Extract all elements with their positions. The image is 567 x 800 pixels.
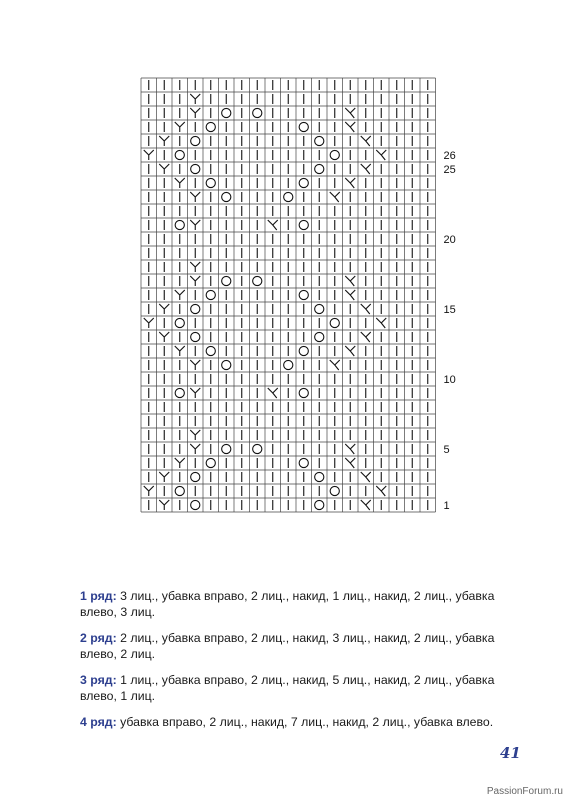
decrease-right-symbol	[159, 332, 169, 342]
row-label: 2 ряд:	[80, 631, 117, 645]
yarn-over-symbol	[175, 220, 184, 229]
decrease-right-symbol	[175, 122, 185, 132]
row-text: 1 лиц., убавка вправо, 2 лиц., накид, 5 лиц., накид, 2 лиц., убавка влево, 1 лиц.	[80, 673, 495, 703]
yarn-over-symbol	[253, 276, 262, 285]
row-number-label: 26	[443, 150, 456, 162]
decrease-right-symbol	[159, 304, 169, 314]
yarn-over-symbol	[206, 122, 215, 131]
instruction-row-4	[80, 714, 500, 730]
decrease-left-symbol	[330, 192, 340, 202]
decrease-left-symbol	[376, 318, 386, 328]
yarn-over-symbol	[222, 192, 231, 201]
yarn-over-symbol	[299, 178, 308, 187]
decrease-left-symbol	[345, 458, 355, 468]
decrease-right-symbol	[144, 318, 154, 328]
row-number-label: 10	[443, 374, 456, 386]
decrease-right-symbol	[190, 388, 200, 398]
row-number-label: 20	[443, 234, 456, 246]
yarn-over-symbol	[206, 178, 215, 187]
yarn-over-symbol	[222, 276, 231, 285]
decrease-right-symbol	[190, 430, 200, 440]
yarn-over-symbol	[299, 458, 308, 467]
decrease-left-symbol	[345, 290, 355, 300]
yarn-over-symbol	[299, 220, 308, 229]
yarn-over-symbol	[299, 122, 308, 131]
decrease-left-symbol	[345, 178, 355, 188]
decrease-left-symbol	[268, 220, 278, 230]
decrease-left-symbol	[345, 108, 355, 118]
decrease-left-symbol	[376, 150, 386, 160]
yarn-over-symbol	[191, 500, 200, 509]
yarn-over-symbol	[191, 472, 200, 481]
decrease-right-symbol	[175, 458, 185, 468]
row-number-label: 1	[443, 500, 450, 512]
yarn-over-symbol	[175, 388, 184, 397]
row-text: убавка вправо, 2 лиц., накид, 7 лиц., накид, 2 лиц., убавка влево.	[120, 715, 494, 729]
row-number-label: 15	[443, 304, 456, 316]
yarn-over-symbol	[191, 332, 200, 341]
yarn-over-symbol	[299, 346, 308, 355]
decrease-right-symbol	[159, 500, 169, 510]
yarn-over-symbol	[175, 486, 184, 495]
yarn-over-symbol	[330, 486, 339, 495]
yarn-over-symbol	[222, 360, 231, 369]
yarn-over-symbol	[284, 360, 293, 369]
decrease-right-symbol	[175, 346, 185, 356]
instruction-row-3	[80, 672, 500, 704]
decrease-right-symbol	[190, 360, 200, 370]
decrease-right-symbol	[190, 444, 200, 454]
row-label: 3 ряд:	[80, 673, 117, 687]
yarn-over-symbol	[330, 318, 339, 327]
yarn-over-symbol	[175, 150, 184, 159]
yarn-over-symbol	[191, 304, 200, 313]
yarn-over-symbol	[315, 136, 324, 145]
yarn-over-symbol	[315, 500, 324, 509]
decrease-right-symbol	[190, 220, 200, 230]
instruction-row-2	[80, 630, 500, 662]
row-label: 4 ряд:	[80, 715, 117, 729]
yarn-over-symbol	[222, 108, 231, 117]
page-number: 41	[500, 744, 521, 762]
yarn-over-symbol	[299, 388, 308, 397]
yarn-over-symbol	[222, 444, 231, 453]
yarn-over-symbol	[315, 164, 324, 173]
yarn-over-symbol	[191, 136, 200, 145]
chart-row-numbers	[444, 150, 456, 512]
yarn-over-symbol	[206, 290, 215, 299]
decrease-left-symbol	[345, 276, 355, 286]
yarn-over-symbol	[253, 444, 262, 453]
row-instructions	[80, 588, 500, 740]
decrease-right-symbol	[190, 108, 200, 118]
instruction-row-1	[80, 588, 500, 620]
decrease-left-symbol	[330, 360, 340, 370]
decrease-left-symbol	[345, 122, 355, 132]
yarn-over-symbol	[191, 164, 200, 173]
decrease-left-symbol	[361, 500, 371, 510]
decrease-right-symbol	[190, 262, 200, 272]
yarn-over-symbol	[284, 192, 293, 201]
decrease-left-symbol	[361, 164, 371, 174]
chart-symbols	[144, 80, 428, 510]
row-text: 3 лиц., убавка вправо, 2 лиц., накид, 1 лиц., накид, 2 лиц., убавка влево, 3 лиц.	[80, 589, 495, 619]
decrease-right-symbol	[190, 192, 200, 202]
decrease-left-symbol	[345, 444, 355, 454]
decrease-left-symbol	[361, 136, 371, 146]
decrease-left-symbol	[376, 486, 386, 496]
yarn-over-symbol	[299, 290, 308, 299]
yarn-over-symbol	[253, 108, 262, 117]
row-number-label: 25	[443, 164, 456, 176]
yarn-over-symbol	[330, 150, 339, 159]
decrease-right-symbol	[144, 150, 154, 160]
row-label: 1 ряд:	[80, 589, 117, 603]
yarn-over-symbol	[175, 318, 184, 327]
decrease-left-symbol	[361, 472, 371, 482]
decrease-right-symbol	[190, 276, 200, 286]
yarn-over-symbol	[206, 346, 215, 355]
row-text: 2 лиц., убавка вправо, 2 лиц., накид, 3 лиц., накид, 2 лиц., убавка влево, 2 лиц.	[80, 631, 495, 661]
decrease-left-symbol	[345, 346, 355, 356]
decrease-right-symbol	[159, 472, 169, 482]
yarn-over-symbol	[315, 472, 324, 481]
yarn-over-symbol	[315, 332, 324, 341]
row-number-label: 5	[443, 444, 450, 456]
decrease-left-symbol	[361, 304, 371, 314]
decrease-right-symbol	[175, 290, 185, 300]
decrease-right-symbol	[175, 178, 185, 188]
yarn-over-symbol	[315, 304, 324, 313]
decrease-right-symbol	[144, 486, 154, 496]
yarn-over-symbol	[206, 458, 215, 467]
decrease-left-symbol	[268, 388, 278, 398]
decrease-right-symbol	[190, 94, 200, 104]
decrease-right-symbol	[159, 136, 169, 146]
watermark: PassionForum.ru	[486, 786, 563, 797]
decrease-right-symbol	[159, 164, 169, 174]
decrease-left-symbol	[361, 332, 371, 342]
